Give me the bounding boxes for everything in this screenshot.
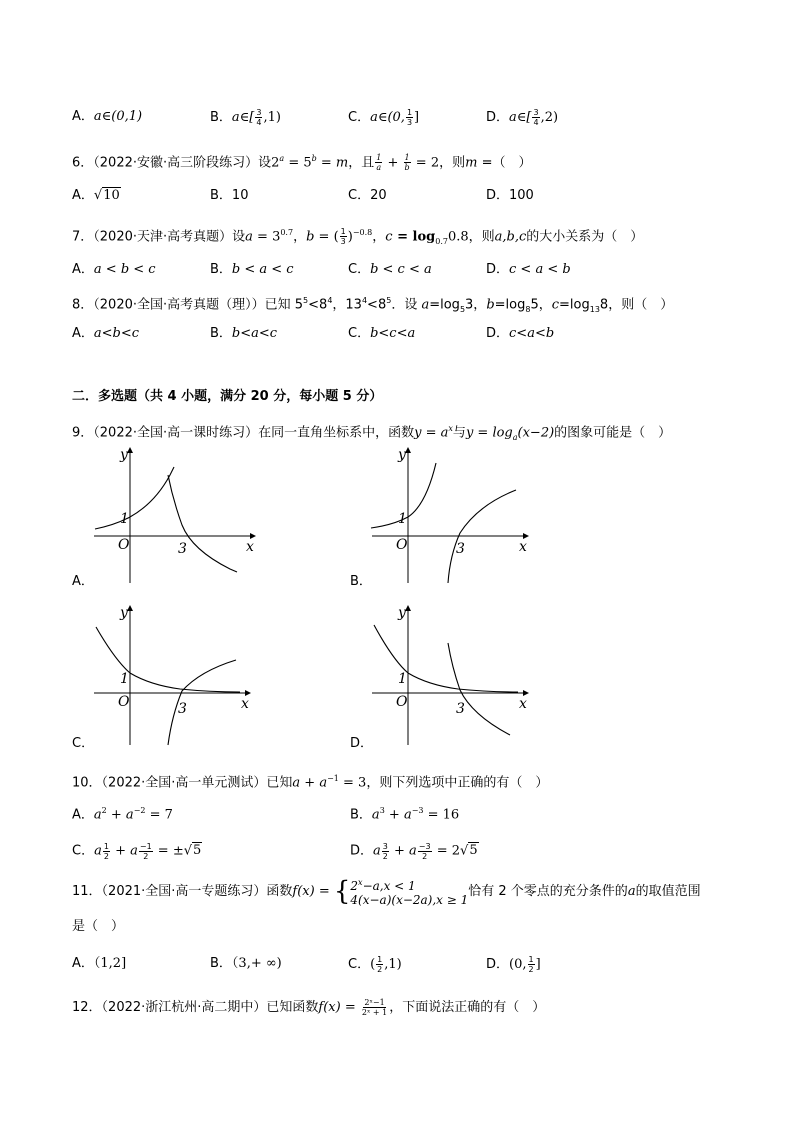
q7-option-b: B．b < a < c (210, 262, 294, 277)
y-label: y (398, 605, 406, 621)
three-label: 3 (456, 541, 465, 557)
q5-option-d: D．a∈[ $\frac{3}{4}$ ,2) (486, 108, 559, 127)
q7-option-d: D．c < a < b (486, 262, 571, 277)
q9-graph-c (90, 605, 260, 747)
q9-graph-a (90, 445, 260, 585)
x-label: x (246, 539, 254, 555)
q10-stem: 10．（2022·全国·高一单元测试）已知$a + a^{-1} = 3$，则下列选项中正确的有（ ） (72, 774, 549, 791)
three-label: 3 (178, 701, 187, 717)
q11-option-d: D．(0, $\frac{1}{2}$ ] (486, 955, 541, 974)
q9-option-a: A． (72, 574, 94, 589)
origin-label: O (396, 694, 408, 710)
x-label: x (241, 696, 249, 712)
q6-option-a: A．√10 (72, 188, 120, 203)
exp-curve (374, 625, 518, 692)
one-label: 1 (398, 511, 407, 527)
q9-stem: 9．（2022·全国·高一课时练习）在同一直角坐标系中，函数$y = a^x$与$y = \log_a(x-2)$的图象可能是（ ） (72, 424, 672, 442)
q9-option-d: D． (350, 736, 374, 751)
q6-stem: 6．（2022·安徽·高三阶段练习）设$2^a = 5^b = m$，且 $\frac{1}{a}$ + $\frac{1}{b}$ = 2，则m =（ ） (72, 153, 532, 173)
x-label: x (519, 696, 527, 712)
q8-option-a: A．a<b<c (72, 326, 140, 341)
y-label: y (398, 447, 406, 463)
q6-option-c: C．20 (348, 188, 387, 203)
q10-option-b: B．$a^3 + a^{-3} = 16$ (350, 806, 460, 823)
q10-option-c: C．a $^{\frac{1}{2}}$ + a $^{\frac{-1}{2}}$ = ±√5 (72, 842, 202, 861)
q8-option-d: D．c<a<b (486, 326, 555, 341)
y-label: y (120, 605, 128, 621)
log-curve (168, 475, 237, 572)
q10-option-a: A．$a^2 + a^{-2} = 7$ (72, 806, 173, 823)
q12-stem: 12．（2022·浙江杭州·高二期中）已知函数f(x) = $\frac{\text{2ˣ−1}}{\text{2ˣ + 1}}$ ，下面说法正确的有（ ） (72, 998, 546, 1017)
one-label: 1 (120, 671, 129, 687)
q11-stem-line2: 是（ ） (72, 919, 125, 934)
q6-option-d: D．100 (486, 188, 534, 203)
q9-option-c: C． (72, 736, 95, 751)
section-heading-multiple-choice: 二．多选题（共 4 小题，满分 20 分，每小题 5 分） (72, 389, 383, 404)
q9-graph-d (368, 605, 538, 747)
q5-option-b: B．a∈[ $\frac{3}{4}$ ,1) (210, 108, 281, 127)
three-label: 3 (456, 701, 465, 717)
q7-option-a: A．a < b < c (72, 262, 156, 277)
three-label: 3 (178, 541, 187, 557)
q11-option-c: C．( $\frac{1}{2}$ ,1) (348, 955, 402, 974)
q11-option-a: A．（1,2] (72, 956, 127, 971)
x-label: x (519, 539, 527, 555)
exp-curve (96, 627, 240, 692)
one-label: 1 (120, 511, 129, 527)
origin-label: O (396, 537, 408, 553)
q9-option-b: B． (350, 574, 372, 589)
q5-option-c: C．a∈(0, $\frac{1}{3}$ ] (348, 108, 420, 127)
one-label: 1 (398, 671, 407, 687)
q7-stem: 7．（2020·天津·高考真题）设$a = 3^{0.7}$，b = ( $\frac{1}{3}$ )$^{-0.8}$，$c = \log_{0.7}0.8$，则a,b,c的大小关系为（ ） (72, 227, 644, 247)
q5-option-a: A．a∈(0,1) (72, 109, 143, 124)
q10-option-d: D．a $^{\frac{3}{2}}$ + a $^{\frac{-3}{2}}$ = 2√5 (350, 842, 478, 861)
origin-label: O (118, 694, 130, 710)
q8-stem: 8．（2020·全国·高考真题（理））已知 $5^5<8^4$，$13^4<8^5$．设 $a=\log_53$，$b=\log_85$，$c=\log_{13}8$，则（ ） (72, 296, 674, 314)
q11-stem: 11．（2021·全国·高一专题练习）函数f(x) = { $2^x-a,x < 1$ 4(x−a)(x−2a),x ≥ 1 恰有 2 个零点的充分条件的a的取值范围 (72, 876, 701, 907)
q8-option-c: C．b<c<a (348, 326, 416, 341)
y-label: y (120, 447, 128, 463)
exp-curve (95, 467, 174, 529)
q7-option-c: C．b < c < a (348, 262, 432, 277)
log-curve (168, 660, 236, 745)
q8-option-b: B．b<a<c (210, 326, 278, 341)
origin-label: O (118, 537, 130, 553)
q9-graph-b (368, 445, 538, 585)
q11-option-b: B．（3,+ ∞) (210, 956, 282, 971)
q6-option-b: B．10 (210, 188, 249, 203)
